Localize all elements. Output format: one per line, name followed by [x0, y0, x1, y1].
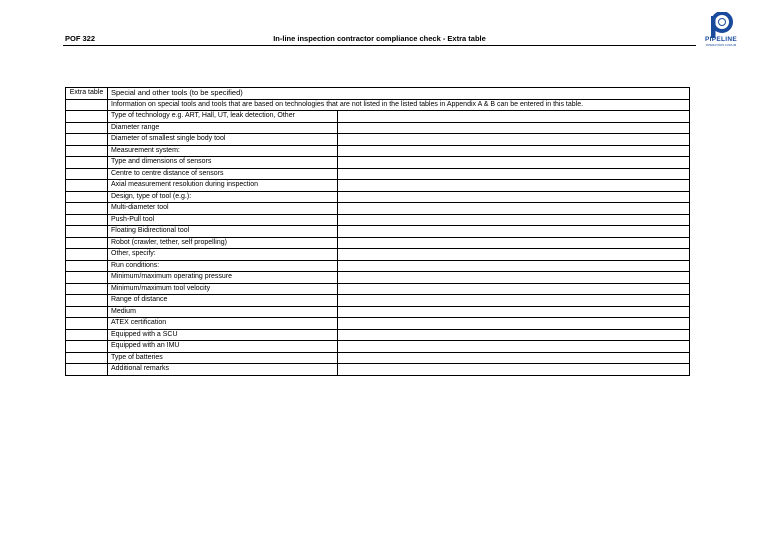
empty-cell	[66, 352, 108, 364]
value-cell[interactable]	[338, 329, 690, 341]
row-label: Diameter of smallest single body tool	[108, 134, 338, 146]
table-row	[66, 134, 690, 146]
empty-cell	[66, 145, 108, 157]
table-row	[66, 122, 690, 134]
value-cell[interactable]	[338, 203, 690, 215]
row-label: Type of technology e.g. ART, Hall, UT, leak detection, Other	[108, 111, 338, 123]
value-cell[interactable]	[338, 157, 690, 169]
row-label: Axial measurement resolution during inspection	[108, 180, 338, 192]
value-cell[interactable]	[338, 295, 690, 307]
table-row	[66, 260, 690, 272]
value-cell[interactable]	[338, 272, 690, 284]
value-cell[interactable]	[338, 191, 690, 203]
table-row	[66, 295, 690, 307]
value-cell[interactable]	[338, 145, 690, 157]
row-label: Design, type of tool (e.g.):	[108, 191, 338, 203]
empty-cell	[66, 364, 108, 376]
empty-cell	[66, 99, 108, 111]
empty-cell	[66, 134, 108, 146]
row-label: Run conditions:	[108, 260, 338, 272]
row-label: ATEX certification	[108, 318, 338, 330]
value-cell[interactable]	[338, 318, 690, 330]
empty-cell	[66, 180, 108, 192]
empty-cell	[66, 111, 108, 123]
row-label: Robot (crawler, tether, self propelling)	[108, 237, 338, 249]
value-cell[interactable]	[338, 260, 690, 272]
table-row	[66, 272, 690, 284]
empty-cell	[66, 283, 108, 295]
value-cell[interactable]	[338, 306, 690, 318]
table-row	[66, 226, 690, 238]
value-cell[interactable]	[338, 237, 690, 249]
row-label: Measurement system:	[108, 145, 338, 157]
extra-table	[65, 87, 690, 376]
row-label: Floating Bidirectional tool	[108, 226, 338, 238]
row-label: Additional remarks	[108, 364, 338, 376]
empty-cell	[66, 191, 108, 203]
row-label: Multi-diameter tool	[108, 203, 338, 215]
table-row	[66, 283, 690, 295]
table-row	[66, 203, 690, 215]
table-info-row	[66, 99, 690, 111]
row-label: Push-Pull tool	[108, 214, 338, 226]
row-label: Equipped with a SCU	[108, 329, 338, 341]
pipeline-p-icon	[696, 12, 746, 38]
empty-cell	[66, 122, 108, 134]
row-label: Centre to centre distance of sensors	[108, 168, 338, 180]
empty-cell	[66, 272, 108, 284]
table-row	[66, 180, 690, 192]
value-cell[interactable]	[338, 283, 690, 295]
table-row	[66, 111, 690, 123]
table-heading: Special and other tools (to be specified)	[108, 88, 690, 100]
empty-cell	[66, 318, 108, 330]
logo-wordmark: PIPELINE	[704, 36, 738, 43]
pipeline-logo	[696, 12, 746, 48]
row-label: Minimum/maximum operating pressure	[108, 272, 338, 284]
table-row	[66, 329, 690, 341]
row-label: Type of batteries	[108, 352, 338, 364]
empty-cell	[66, 306, 108, 318]
table-row	[66, 168, 690, 180]
table-row	[66, 157, 690, 169]
page-header	[63, 28, 696, 46]
row-label: Type and dimensions of sensors	[108, 157, 338, 169]
row-label: Range of distance	[108, 295, 338, 307]
empty-cell	[66, 157, 108, 169]
table-row	[66, 341, 690, 353]
empty-cell	[66, 168, 108, 180]
table-heading-row	[66, 88, 690, 100]
row-label: Medium	[108, 306, 338, 318]
empty-cell	[66, 237, 108, 249]
value-cell[interactable]	[338, 352, 690, 364]
document-title: In-line inspection contractor compliance check - Extra table	[273, 34, 486, 43]
table-row	[66, 364, 690, 376]
empty-cell	[66, 341, 108, 353]
table-row	[66, 249, 690, 261]
empty-cell	[66, 295, 108, 307]
value-cell[interactable]	[338, 364, 690, 376]
table-row	[66, 145, 690, 157]
table-row	[66, 306, 690, 318]
extra-table-label: Extra table	[66, 88, 108, 100]
value-cell[interactable]	[338, 249, 690, 261]
row-label: Diameter range	[108, 122, 338, 134]
empty-cell	[66, 249, 108, 261]
value-cell[interactable]	[338, 180, 690, 192]
table-row	[66, 191, 690, 203]
value-cell[interactable]	[338, 341, 690, 353]
empty-cell	[66, 214, 108, 226]
table-info: Information on special tools and tools that are based on technologies that are not listed in the listed tables in Appendix A & B can be entered in this table.	[108, 99, 690, 111]
logo-tagline: OPERATORS FORUM	[705, 43, 737, 47]
empty-cell	[66, 260, 108, 272]
value-cell[interactable]	[338, 214, 690, 226]
table-row	[66, 352, 690, 364]
table-row	[66, 237, 690, 249]
empty-cell	[66, 329, 108, 341]
row-label: Equipped with an IMU	[108, 341, 338, 353]
row-label: Other, specify:	[108, 249, 338, 261]
document-code: POF 322	[65, 34, 96, 43]
value-cell[interactable]	[338, 122, 690, 134]
value-cell[interactable]	[338, 168, 690, 180]
value-cell[interactable]	[338, 226, 690, 238]
empty-cell	[66, 203, 108, 215]
table-row	[66, 318, 690, 330]
value-cell[interactable]	[338, 111, 690, 123]
value-cell[interactable]	[338, 134, 690, 146]
empty-cell	[66, 226, 108, 238]
table-row	[66, 214, 690, 226]
row-label: Minimum/maximum tool velocity	[108, 283, 338, 295]
